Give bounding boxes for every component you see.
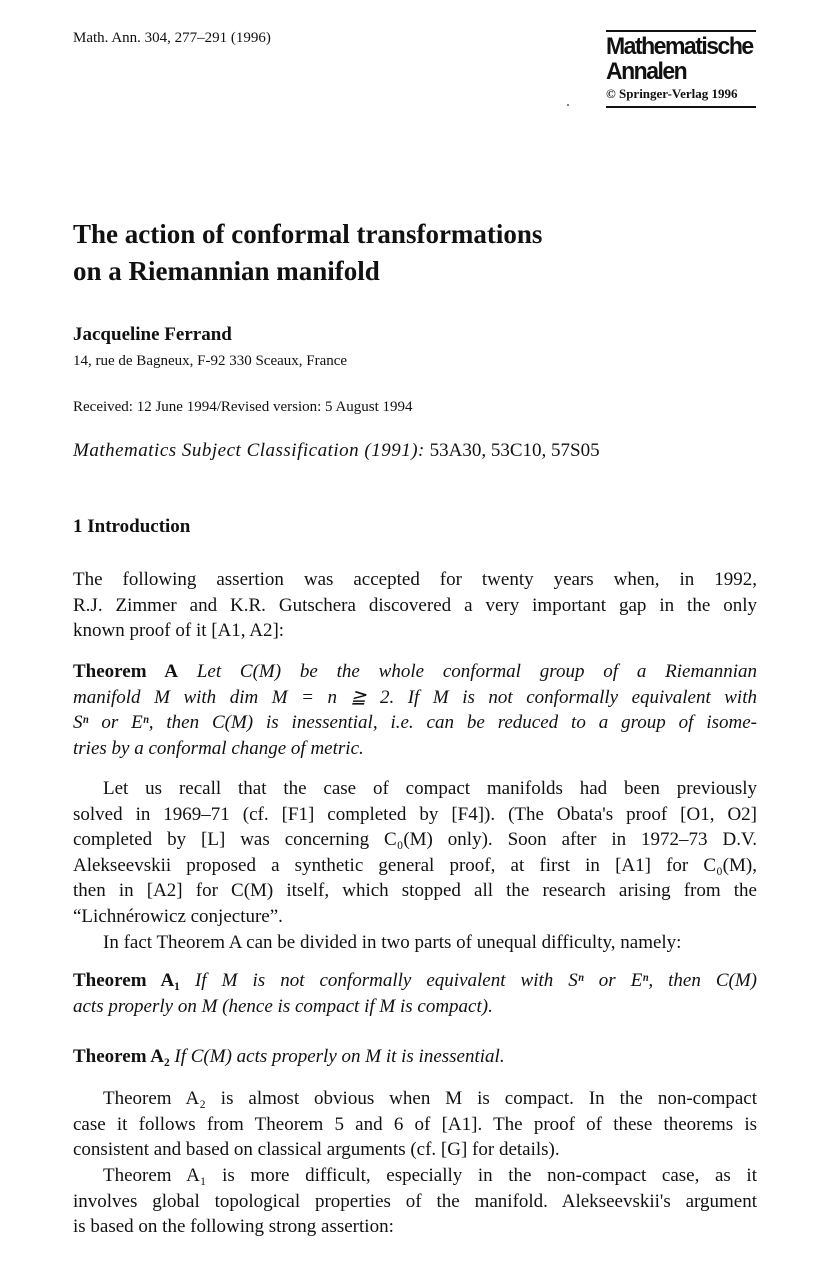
theorem-line: Sⁿ or Eⁿ, then C(M) is inessential, i.e. can be reduced to a group of isome- [73,712,757,734]
logo-line-2: Annalen [606,56,687,85]
text-line: “Lichnérowicz conjecture”. [73,905,283,927]
theorem-line: tries by a conformal change of metric. [73,737,364,759]
text-line: completed by [L] was concerning C₀(M) only). Soon after in 1972–73 D.V. [73,829,757,851]
theorem-line [73,659,757,685]
text-line: involves global topological properties of the manifold. Alekseevskii's argument [73,1190,757,1212]
title-line-2: on a Riemannian manifold [73,256,380,286]
text-line: In fact Theorem A can be divided in two parts of unequal difficulty, namely: [103,931,682,953]
text-line: Let us recall that the case of compact manifolds had been previously [103,778,757,799]
text-line: consistent and based on classical arguments (cf. [G] for details). [73,1139,560,1161]
theorem-a1-label: Theorem A₁ [73,970,180,991]
author-name: Jacqueline Ferrand [73,324,232,345]
subject-classification [73,440,600,462]
paragraph-theorem-a2 [73,1086,757,1163]
logo-line-1: Mathematische [606,31,753,60]
journal-masthead [606,30,756,108]
section-heading: 1 Introduction [73,516,191,537]
msc-label: Mathematics Subject Classification (1991): [73,440,425,461]
theorem-a-label: Theorem A [73,661,179,682]
theorem-a1 [73,968,757,1019]
paragraph-history [73,776,757,955]
text-line: R.J. Zimmer and K.R. Gutschera discovered a very important gap in the only [73,594,757,616]
text-line: The following assertion was accepted for twenty years when, in 1992, [73,569,757,590]
theorem-line: manifold M with dim M = n ≧ 2. If M is not conformally equivalent with [73,686,757,708]
msc-codes: 53A30, 53C10, 57S05 [429,440,600,461]
theorem-text: If C(M) acts properly on M it is inessential. [174,1046,505,1067]
text-line: case it follows from Theorem 5 and 6 of [A1]. The proof of these theorems is [73,1113,757,1135]
article-title [73,216,673,290]
author-address: 14, rue de Bagneux, F-92 330 Sceaux, France [73,353,348,369]
journal-logo [606,33,756,83]
text-line: Theorem A₁ is more difficult, especially in the non-compact case, as it [103,1165,757,1186]
journal-reference: Math. Ann. 304, 277–291 (1996) [73,30,271,46]
text-line: Alekseevskii proposed a synthetic general proof, at first in [A1] for C₀(M), [73,854,757,876]
received-dates: Received: 12 June 1994/Revised version: 5 August 1994 [73,399,413,415]
theorem-text: Let C(M) be the whole conformal group of a Riemannian [196,661,757,682]
text-line: Theorem A₂ is almost obvious when M is compact. In the non-compact [103,1088,757,1109]
masthead-bottom-rule [606,106,756,108]
title-line-1: The action of conformal transformations [73,219,543,249]
text-line: known proof of it [A1, A2]: [73,620,285,642]
text-line: is based on the following strong assertion: [73,1216,394,1238]
theorem-a2 [73,1044,757,1070]
theorem-line [73,1044,757,1070]
speck [567,104,569,106]
theorem-a [73,659,757,761]
copyright-notice: © Springer-Verlag 1996 [606,86,738,101]
paragraph-intro [73,567,757,644]
theorem-line [73,968,757,994]
paragraph-theorem-a1 [73,1163,757,1240]
theorem-a2-label: Theorem A₂ [73,1046,170,1067]
text-line: then in [A2] for C(M) itself, which stopped all the research arising from the [73,880,757,902]
theorem-line: acts properly on M (hence is compact if M is compact). [73,995,493,1017]
text-line: solved in 1969–71 (cf. [F1] completed by [F4]). (The Obata's proof [O1, O2] [73,803,757,825]
theorem-text: If M is not conformally equivalent with Sⁿ or Eⁿ, then C(M) [194,970,758,991]
